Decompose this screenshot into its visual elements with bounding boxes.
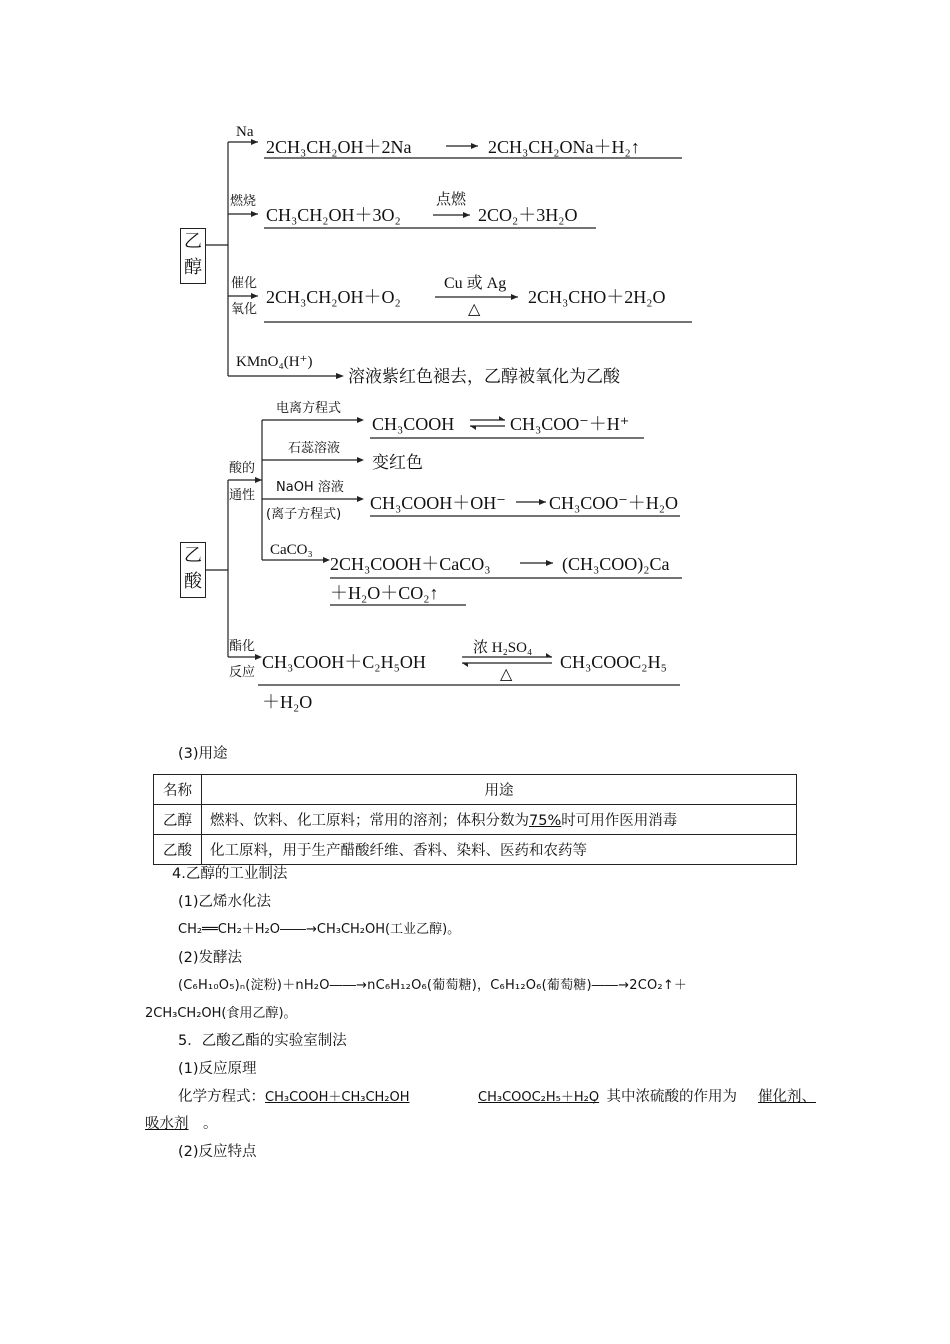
- ethanol-box-char-2: 醇: [184, 257, 202, 278]
- section5-eq-prefix: 化学方程式：: [178, 1089, 265, 1105]
- ester-label-1: 酯化: [229, 639, 256, 654]
- na-eq-left: 2CH₃CH₂OH＋2Na: [266, 137, 412, 157]
- burn-eq-right: 2CO₂＋3H₂O: [478, 205, 578, 225]
- uses-col-name: 名称: [154, 775, 202, 805]
- table-row: [154, 805, 797, 835]
- litmus-label: 石蕊溶液: [288, 441, 341, 456]
- uses-row-use: [202, 805, 797, 835]
- caco3-label: CaCO₃: [270, 542, 313, 558]
- table-row: [154, 835, 797, 865]
- acetic-box-char-2: 酸: [184, 571, 202, 592]
- ethanol-box: [180, 228, 206, 284]
- section5-eq-mid: ，其中浓硫酸的作用为: [592, 1089, 737, 1105]
- uses-row-name: 乙醇: [154, 805, 202, 835]
- cat-condition-top: Cu 或 Ag: [444, 275, 507, 292]
- acetic-box: [180, 542, 206, 598]
- cat-eq-left: 2CH₃CH₂OH＋O₂: [266, 287, 401, 307]
- section4-sub2-eq-1: (C₆H₁₀O₅)ₙ(淀粉)＋nH₂O――→nC₆H₁₂O₆(葡萄糖)，C₆H₁₂O₆(葡萄糖)――→2CO₂↑＋: [178, 978, 688, 993]
- ester-condition-bottom: △: [500, 666, 513, 683]
- section4-sub1: (1)乙烯水化法: [178, 894, 272, 910]
- uses-table: [153, 774, 797, 865]
- section5-eq-left: CH₃COOH＋CH₃CH₂OH: [265, 1090, 410, 1105]
- caco3-eq-line2: ＋H₂O＋CO₂↑: [330, 583, 439, 603]
- kmno4-result: 溶液紫红色褪去，乙醇被氧化为乙酸: [348, 367, 620, 387]
- section5-eq-right: CH₃COOC₂H₅＋H₂O: [478, 1090, 600, 1105]
- naoh-label-1: NaOH 溶液: [276, 480, 344, 495]
- naoh-label-2: (离子方程式): [266, 507, 342, 522]
- na-label: Na: [236, 124, 254, 140]
- uses-row-use-tail: 时可用作医用消毒: [561, 813, 678, 829]
- uses-col-use: 用途: [202, 775, 797, 805]
- ester-eq-right: CH₃COOC₂H₅: [560, 652, 667, 672]
- ester-label-2: 反应: [229, 665, 256, 680]
- section5-title: 5．乙酸乙酯的实验室制法: [178, 1033, 347, 1049]
- acidity-label-1: 酸的: [229, 461, 256, 476]
- section5-role-2: 吸水剂: [145, 1116, 189, 1132]
- kmno4-label: KMnO₄(H⁺): [236, 354, 313, 370]
- acetic-box-char-1: 乙: [184, 545, 202, 566]
- uses-row-use-text: 燃料、饮料、化工原料；常用的溶剂；体积分数为: [210, 813, 529, 829]
- ethanol-box-char-1: 乙: [184, 231, 202, 252]
- burn-condition: 点燃: [436, 190, 467, 208]
- cat-condition-bottom: △: [468, 301, 481, 318]
- naoh-eq-left: CH₃COOH＋OH⁻: [370, 493, 506, 513]
- section5-sub1: (1)反应原理: [178, 1061, 257, 1077]
- caco3-eq-left: 2CH₃COOH＋CaCO₃: [330, 554, 491, 574]
- section4-sub2-eq-2: 2CH₃CH₂OH(食用乙醇)。: [145, 1006, 297, 1021]
- ion-label: 电离方程式: [276, 401, 342, 416]
- cat-label-1: 催化: [231, 276, 258, 291]
- uses-heading: (3)用途: [178, 746, 228, 762]
- ion-eq-left: CH₃COOH: [372, 414, 455, 434]
- litmus-result: 变红色: [372, 453, 423, 473]
- na-eq-right: 2CH₃CH₂ONa＋H₂↑: [488, 137, 640, 157]
- ion-eq-right: CH₃COO⁻＋H⁺: [510, 414, 630, 434]
- section4-title: 4.乙醇的工业制法: [172, 866, 288, 882]
- uses-row-use-underlined: 75%: [529, 813, 562, 829]
- uses-row-use-text: 化工原料，用于生产醋酸纤维、香料、染料、医药和农药等: [210, 843, 587, 859]
- ester-eq-line2: ＋H₂O: [262, 692, 313, 712]
- section4-sub1-eq: CH₂══CH₂＋H₂O――→CH₃CH₂OH(工业乙醇)。: [178, 922, 461, 937]
- cat-eq-right: 2CH₃CHO＋2H₂O: [528, 287, 666, 307]
- section4-sub2: (2)发酵法: [178, 950, 243, 966]
- section5-period: 。: [203, 1116, 218, 1132]
- acidity-label-2: 通性: [229, 488, 256, 503]
- section5-sub2: (2)反应特点: [178, 1144, 257, 1160]
- cat-label-2: 氧化: [231, 302, 258, 317]
- caco3-eq-right: (CH₃COO)₂Ca: [562, 554, 670, 574]
- uses-row-use: [202, 835, 797, 865]
- burn-label: 燃烧: [230, 194, 257, 209]
- naoh-eq-right: CH₃COO⁻＋H₂O: [549, 493, 679, 513]
- section5-role-1: 催化剂、: [758, 1089, 816, 1105]
- ester-eq-left: CH₃COOH＋C₂H₅OH: [262, 652, 426, 672]
- uses-row-name: 乙酸: [154, 835, 202, 865]
- burn-eq-left: CH₃CH₂OH＋3O₂: [266, 205, 401, 225]
- uses-header-row: [154, 775, 797, 805]
- ester-condition-top: 浓 H₂SO₄: [473, 640, 533, 656]
